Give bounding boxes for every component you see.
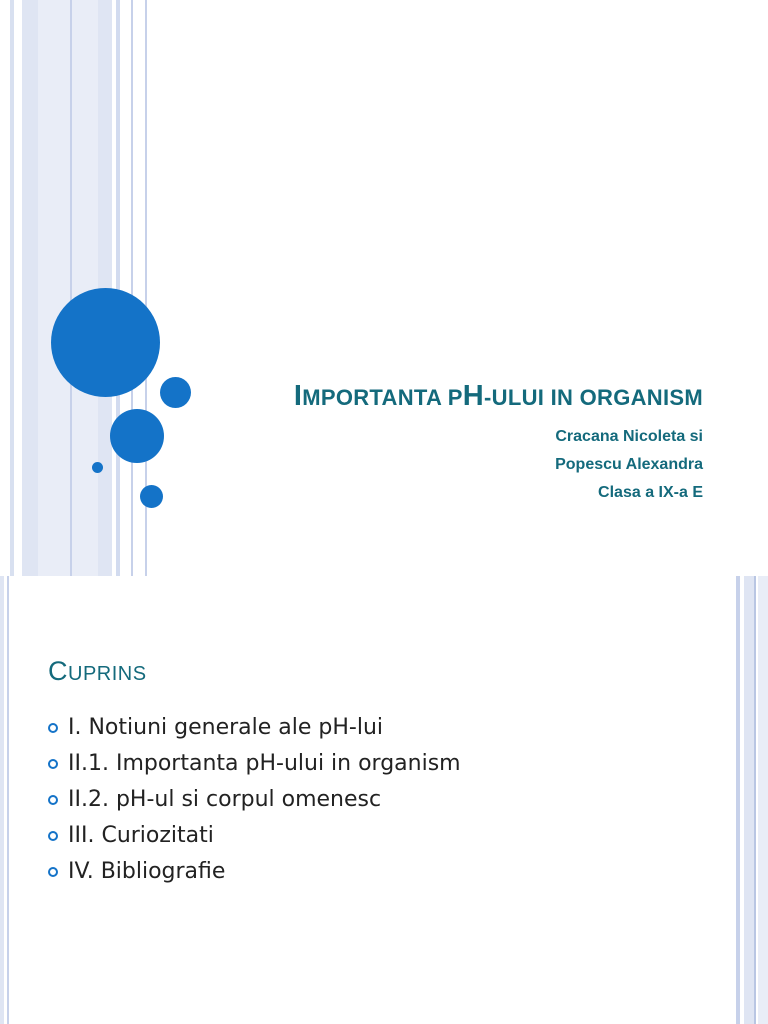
decor-circle-small — [140, 485, 163, 508]
bullet-icon — [48, 867, 58, 877]
decor-stripe — [754, 576, 756, 1024]
contents-slide — [0, 576, 768, 1024]
decor-stripe — [736, 576, 740, 1024]
decor-stripe — [70, 0, 72, 576]
bullet-icon — [48, 759, 58, 769]
decor-circle-small — [160, 377, 191, 408]
decor-stripe — [38, 0, 98, 576]
list-item: IV. Bibliografie — [48, 854, 461, 890]
class-line: Clasa a IX-a E — [598, 484, 703, 501]
decor-stripe — [0, 576, 4, 1024]
decor-stripe — [131, 0, 133, 576]
author-line-1: Cracana Nicoleta si — [555, 428, 703, 445]
list-item: II.2. pH-ul si corpul omenesc — [48, 782, 461, 818]
bullet-icon — [48, 795, 58, 805]
decor-circle-medium — [110, 409, 164, 463]
list-item: III. Curiozitati — [48, 818, 461, 854]
decor-circle-large — [51, 288, 160, 397]
bullet-icon — [48, 723, 58, 733]
decor-stripe — [10, 0, 14, 576]
author-line-2: Popescu Alexandra — [555, 456, 703, 473]
decor-stripe — [116, 0, 120, 576]
decor-stripe — [744, 576, 754, 1024]
slide-title: IMPORTANTA PH-ULUI IN ORGANISM — [293, 380, 703, 412]
decor-stripe — [7, 576, 9, 1024]
decor-stripe — [758, 576, 768, 1024]
list-item: I. Notiuni generale ale pH-lui — [48, 710, 461, 746]
contents-list — [48, 710, 461, 890]
decor-circle-tiny — [92, 462, 103, 473]
bullet-icon — [48, 831, 58, 841]
decor-stripe — [22, 0, 38, 576]
list-item: II.1. Importanta pH-ului in organism — [48, 746, 461, 782]
contents-title: CUPRINS — [48, 656, 147, 686]
